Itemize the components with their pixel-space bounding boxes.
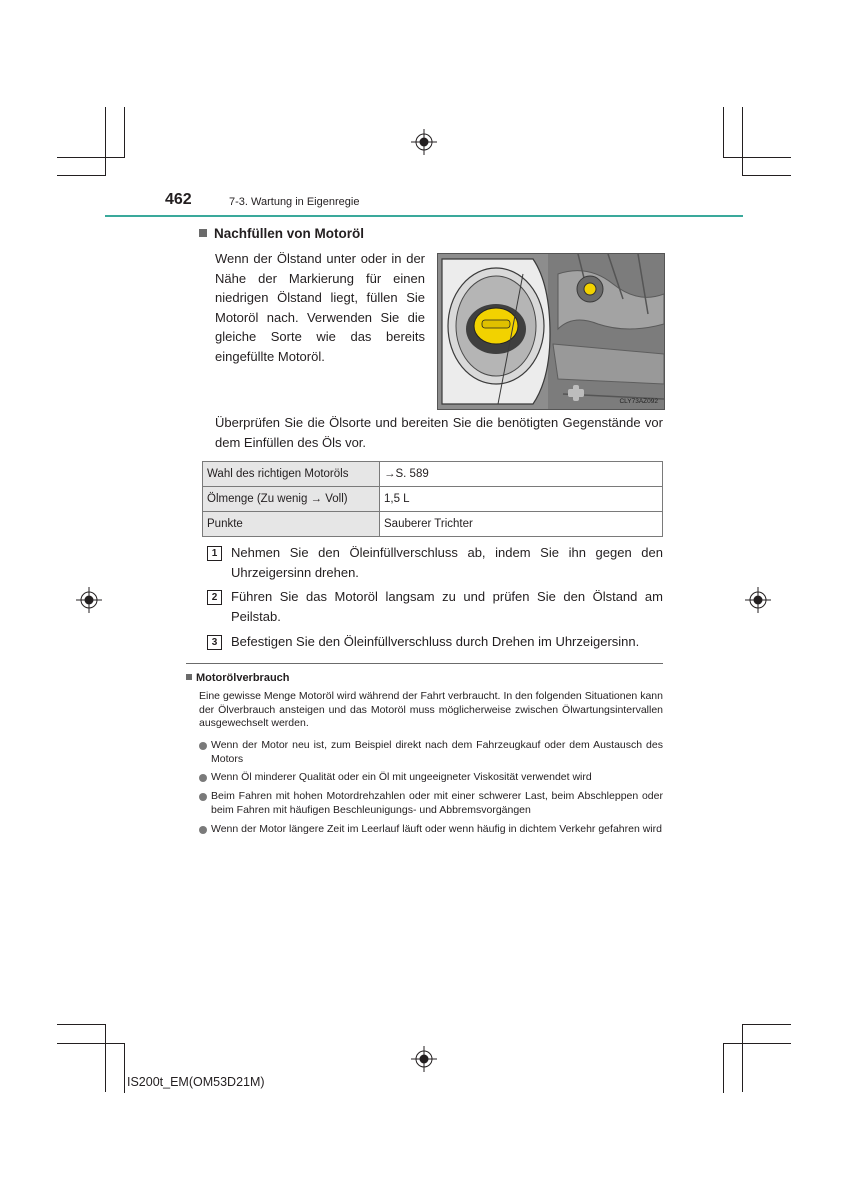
engine-oil-cap-figure <box>437 253 665 410</box>
bullet-dot-icon <box>199 774 207 782</box>
crop-mark <box>742 1024 743 1092</box>
list-item-text: Wenn der Motor neu ist, zum Beispiel direkt nach dem Fahrzeugkauf oder dem Austausch des Motors <box>211 739 663 765</box>
bullet-dot-icon <box>199 793 207 801</box>
section-heading <box>199 226 364 241</box>
list-item-text: Wenn Öl minderer Qualität oder ein Öl mit ungeeigneter Viskosität verwendet wird <box>211 771 592 783</box>
registration-mark-icon <box>76 587 102 613</box>
square-bullet-icon <box>186 674 192 680</box>
note-heading-text: Motorölverbrauch <box>196 672 290 684</box>
crop-mark <box>57 1043 125 1044</box>
crop-mark <box>57 157 125 158</box>
crop-mark <box>105 107 106 175</box>
table-row <box>203 512 663 537</box>
header-rule <box>105 215 743 217</box>
table-value: →S. 589 <box>380 462 663 487</box>
list-item <box>199 739 663 766</box>
table-value: 1,5 L <box>380 487 663 512</box>
step-item <box>207 543 663 582</box>
step-number: 2 <box>207 590 222 605</box>
table-key: Ölmenge (Zu wenig → Voll) <box>203 487 380 512</box>
crop-mark <box>742 1024 791 1025</box>
model-code: IS200t_EM(OM53D21M) <box>127 1075 265 1089</box>
step-text: Befestigen Sie den Öleinfüllverschluss durch Drehen im Uhrzeigersinn. <box>231 634 640 649</box>
oil-spec-table <box>202 461 663 537</box>
list-item-text: Wenn der Motor längere Zeit im Leerlauf läuft oder wenn häufig in dichtem Verkehr gefahren wird <box>211 823 662 835</box>
crop-mark <box>723 107 724 157</box>
list-item <box>199 790 663 817</box>
section-heading-text: Nachfüllen von Motoröl <box>214 226 364 241</box>
note-divider <box>186 663 663 664</box>
square-bullet-icon <box>199 229 207 237</box>
crop-mark <box>57 1024 106 1025</box>
crop-mark <box>723 157 791 158</box>
table-row <box>203 487 663 512</box>
list-item <box>199 823 663 837</box>
chapter-title: 7-3. Wartung in Eigenregie <box>229 196 360 208</box>
step-number: 3 <box>207 635 222 650</box>
bullet-dot-icon <box>199 826 207 834</box>
crop-mark <box>124 107 125 157</box>
registration-mark-icon <box>411 1046 437 1072</box>
crop-mark <box>723 1043 724 1093</box>
bullet-dot-icon <box>199 742 207 750</box>
list-item-text: Beim Fahren mit hohen Motordrehzahlen oder mit einer schwerer Last, beim Abschleppen oder beim Fahren mit häufigen Beschleunigungs- und Abbremsvorgängen <box>211 790 663 816</box>
step-text: Führen Sie das Motoröl langsam zu und prüfen Sie den Ölstand am Peilstab. <box>231 589 663 624</box>
crop-mark <box>105 1024 106 1092</box>
registration-mark-icon <box>745 587 771 613</box>
crop-mark <box>742 107 743 175</box>
registration-mark-icon <box>411 129 437 155</box>
crop-mark <box>57 175 106 176</box>
step-item <box>207 632 663 652</box>
step-number: 1 <box>207 546 222 561</box>
intro-paragraph: Wenn der Ölstand unter oder in der Nähe der Markierung für einen niedrigen Ölstand liegt, füllen Sie Motoröl nach. Verwenden Sie die gleiche Sorte wie das bereits eingefüllte Motoröl. <box>215 251 425 364</box>
engine-bay-illustration <box>438 254 664 409</box>
figure-code: CLY73AZ092 <box>619 398 658 405</box>
note-paragraph: Eine gewisse Menge Motoröl wird während der Fahrt verbraucht. In den folgenden Situationen kann der Ölverbrauch ansteigen und das Motoröl muss möglicherweise zwischen Ölwartungsintervallen ausgewechselt werden. <box>199 690 663 729</box>
table-key: Wahl des richtigen Motoröls <box>203 462 380 487</box>
step-text: Nehmen Sie den Öleinfüllverschluss ab, indem Sie ihn gegen den Uhrzeigersinn drehen. <box>231 545 663 580</box>
table-key: Punkte <box>203 512 380 537</box>
note-heading <box>186 672 290 684</box>
crop-mark <box>723 1043 791 1044</box>
crop-mark <box>742 175 791 176</box>
table-row <box>203 462 663 487</box>
step-item <box>207 587 663 626</box>
list-item <box>199 771 663 785</box>
table-value: Sauberer Trichter <box>380 512 663 537</box>
check-paragraph: Überprüfen Sie die Ölsorte und bereiten Sie die benötigten Gegenstände vor dem Einfüllen des Öls vor. <box>215 415 663 450</box>
crop-mark <box>124 1043 125 1093</box>
page-number: 462 <box>165 191 192 208</box>
